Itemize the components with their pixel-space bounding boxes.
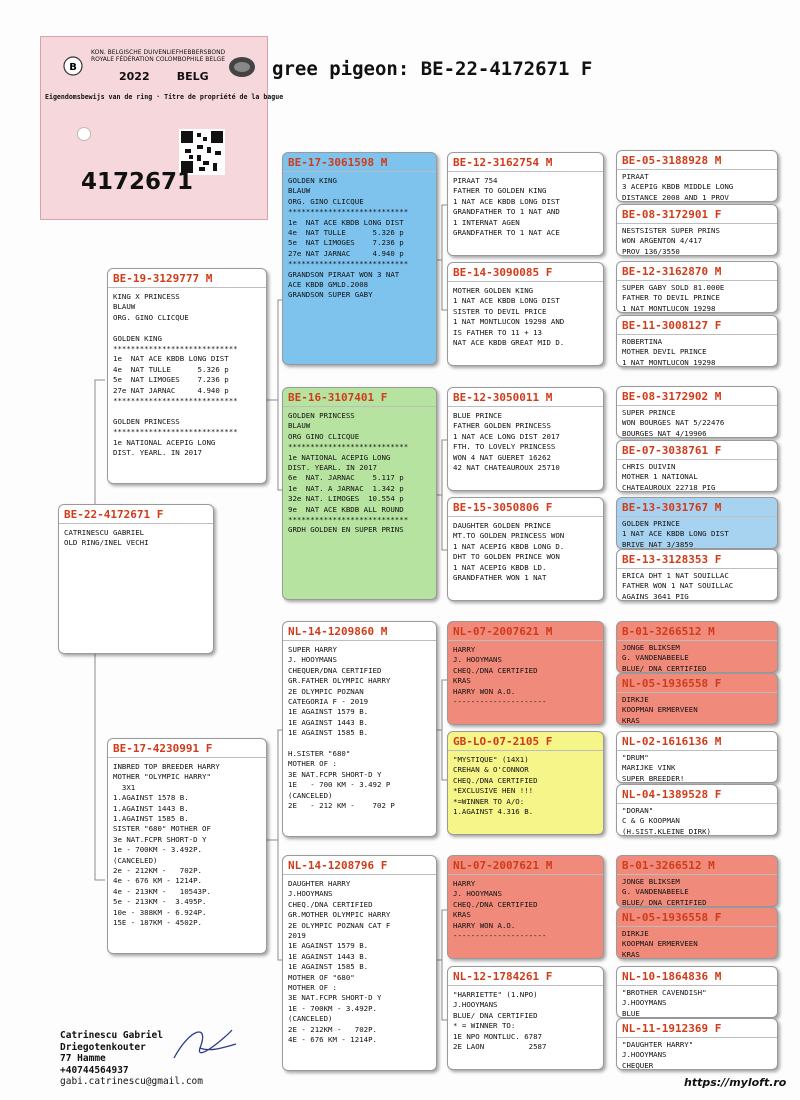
divider	[617, 459, 777, 460]
ownership-label: Eigendomsbewijs van de ring · Titre de propriété de la bague	[45, 93, 284, 101]
card-details: GOLDEN PRINCE 1 NAT ACE KBDB LONG DIST BRIVE NAT 3/3859	[622, 519, 729, 549]
pedigree-card-ggp[interactable]	[447, 262, 604, 366]
pedigree-card-gggp[interactable]	[616, 315, 778, 367]
divider	[617, 405, 777, 406]
card-details: NESTSISTER SUPER PRINS WON ARGENTON 4/417 PROV 136/3550	[622, 226, 720, 256]
card-details: "DORAN" C & G KOOPMAN (H.SIST.KLEINE DIRK)	[622, 806, 711, 836]
pedigree-card-gggp[interactable]	[616, 261, 778, 313]
pedigree-card-gggp[interactable]	[616, 907, 778, 959]
card-details: PIRAAT 754 FATHER TO GOLDEN KING 1 NAT ACE KBDB LONG DIST GRANDFATHER TO 1 NAT AND 1 INTERNAT AGEN GRANDFATHER TO 1 NAT ACE	[453, 176, 560, 238]
ring-certificate	[40, 36, 284, 220]
ring-id: BE-11-3008127 F	[622, 319, 722, 332]
page-title: gree pigeon: BE-22-4172671 F	[272, 58, 593, 80]
ring-id: BE-12-3162754 M	[453, 156, 553, 169]
ring-id: BE-15-3050806 F	[453, 501, 553, 514]
ring-id: NL-05-1936558 F	[622, 911, 722, 924]
divider	[448, 640, 603, 641]
ring-id: BE-07-3038761 F	[622, 444, 722, 457]
ring-id: BE-22-4172671 F	[64, 508, 164, 521]
ring-id: NL-05-1936558 F	[622, 677, 722, 690]
pedigree-card-gggp[interactable]	[616, 1018, 778, 1070]
divider	[448, 281, 603, 282]
card-details: DIRKJE KOOPMAN ERMERVEEN KRAS	[622, 929, 698, 959]
ring-id: NL-10-1864836 M	[622, 970, 722, 983]
pedigree-card-gggp[interactable]	[616, 784, 778, 836]
ring-number: 4172671	[81, 169, 194, 195]
divider	[283, 406, 436, 407]
card-details: DAUGHTER GOLDEN PRINCE MT.TO GOLDEN PRINCESS WON 1 NAT ACEPIG KBDB LONG D. DHT TO GOLDEN PRINCE WON 1 NAT ACEPIG KBDB LD. GRANDFATHER WON 1 NAT	[453, 521, 565, 583]
card-details: BLUE PRINCE FATHER GOLDEN PRINCESS 1 NAT ACE LONG DIST 2017 FTH. TO LOVELY PRINCESS WON 4 NAT GUERET 16262 42 NAT CHATEAUROUX 25710	[453, 411, 560, 473]
card-details: HARRY J. HOOYMANS CHEQ./DNA CERTIFIED KRAS HARRY WON A.O. ---------------------	[453, 645, 547, 707]
divider	[448, 874, 603, 875]
pedigree-card-ggp[interactable]	[447, 497, 604, 601]
divider	[617, 803, 777, 804]
divider	[617, 568, 777, 569]
pedigree-card-gggp[interactable]	[616, 386, 778, 438]
divider	[617, 926, 777, 927]
divider	[108, 757, 266, 758]
pedigree-card-sire-dam[interactable]	[282, 387, 437, 600]
divider	[617, 334, 777, 335]
ring-id: BE-17-3061598 M	[288, 156, 388, 169]
pedigree-card-ggp[interactable]	[447, 731, 604, 835]
ring-id: NL-02-1616136 M	[622, 735, 722, 748]
card-details: "MYSTIQUE" (14X1) CREHAN & O'CONNOR CHEQ./DNA CERTIFIED *EXCLUSIVE HEN !!! *=WINNER TO A/O: 1.AGAINST 4.316 B.	[453, 755, 538, 817]
ring-id: NL-12-1784261 F	[453, 970, 553, 983]
card-details: PIRAAT 3 ACEPIG KBDB MIDDLE LONG DISTANCE 2008 AND 1 PROV	[622, 172, 734, 202]
ring-id: BE-13-3128353 F	[622, 553, 722, 566]
card-details: DAUGHTER HARRY J.HOOYMANS CHEQ./DNA CERTIFIED GR.MOTHER OLYMPIC HARRY 2E OLYMPIC POZNAN CAT F 2019 1E AGAINST 1579 B. 1E AGAINST 1443 B. 1E AGAINST 1585 B. MOTHER OF "680" MOTHER OF : 3E NAT.FCPR SHORT-D Y 1E - 700KM - 3.492P. (CANCELED) 2E - 212KM - 702P. 4E - 676 KM - 1214P.	[288, 879, 391, 1045]
svg-text:B: B	[69, 62, 77, 73]
pedigree-card-gggp[interactable]	[616, 549, 778, 601]
card-details: SUPER GABY SOLD 81.000E FATHER TO DEVIL PRINCE 1 NAT MONTLUCON 19298	[622, 283, 725, 313]
pedigree-card-gggp[interactable]	[616, 673, 778, 725]
federation-name-fr: ROYALE FÉDÉRATION COLOMBOPHILE BELGE	[91, 56, 225, 63]
divider	[448, 406, 603, 407]
card-details: "BROTHER CAVENDISH" J.HOOYMANS BLUE	[622, 988, 707, 1018]
divider	[617, 985, 777, 986]
divider	[617, 1037, 777, 1038]
divider	[617, 750, 777, 751]
divider	[617, 169, 777, 170]
pedigree-card-gggp[interactable]	[616, 731, 778, 783]
divider	[283, 874, 436, 875]
card-details: CHRIS DUIVIN MOTHER 1 NATIONAL CHATEAUROUX 22718 PIG	[622, 462, 716, 492]
divider	[448, 516, 603, 517]
ring-id: BE-13-3031767 M	[622, 501, 722, 514]
card-details: KING X PRINCESS BLAUW ORG. GINO CLICQUE GOLDEN KING **************************** 1e NAT ACE KBDB LONG DIST 4e NAT TULLE 5.326 p 5e NAT LIMOGES 7.236 p 27e NAT JARNAC 4.940 p **************************** GOLDEN PRINCESS **************************** 1e NATIONAL ACEPIG LONG DIST. YEARL. IN 2017	[113, 292, 238, 458]
breeder-phone: +40744564937	[60, 1064, 129, 1076]
card-details: ROBERTINA MOTHER DEVIL PRINCE 1 NAT MONTLUCON 19298	[622, 337, 716, 367]
ring-id: NL-07-2007621 M	[453, 859, 553, 872]
card-details: "DRUM" MARIJKE VINK SUPER BREEDER!	[622, 753, 685, 783]
ring-id: BE-05-3188928 M	[622, 154, 722, 167]
pedigree-card-gggp[interactable]	[616, 440, 778, 492]
divider	[617, 640, 777, 641]
card-details: JONGE BLIKSEM G. VANDENABEELE BLUE/ DNA CERTIFIED	[622, 643, 707, 673]
divider	[283, 640, 436, 641]
ring-id: BE-17-4230991 F	[113, 742, 213, 755]
pedigree-card-ggp[interactable]	[447, 966, 604, 1070]
ring-id: NL-14-1208796 F	[288, 859, 388, 872]
pedigree-card-gggp[interactable]	[616, 150, 778, 202]
pedigree-card-ggp[interactable]	[447, 621, 604, 725]
divider	[448, 985, 603, 986]
card-details: GOLDEN KING BLAUW ORG. GINO CLICQUE *************************** 1e NAT ACE KBDB LONG DIST 4e NAT TULLE 5.326 p 5e NAT LIMOGES 7.236 p 27e NAT JARNAC 4.940 p *************************** GRANDSON PIRAAT WON 3 NAT ACE KBDB GMLD.2008 GRANDSON SUPER GABY	[288, 176, 409, 300]
divider	[617, 280, 777, 281]
ring-id: BE-08-3172901 F	[622, 208, 722, 221]
card-details: JONGE BLIKSEM G. VANDENABEELE BLUE/ DNA CERTIFIED	[622, 877, 707, 907]
ring-id: BE-08-3172902 M	[622, 390, 722, 403]
pedigree-card-gggp[interactable]	[616, 966, 778, 1018]
divider	[448, 750, 603, 751]
card-details: CATRINESCU GABRIEL OLD RING/INEL VECHI	[64, 528, 149, 548]
card-details: SUPER HARRY J. HOOYMANS CHEQUER/DNA CERTIFIED GR.FATHER OLYMPIC HARRY 2E OLYMPIC POZNAN CATEGORIA F - 2019 1E AGAINST 1579 B. 1E AGAINST 1443 B. 1E AGAINST 1585 B. H.SISTER "680" MOTHER OF : 3E NAT.FCPR SHORT-D Y 1E - 700 KM - 3.492 P (CANCELED) 2E - 212 KM - 702 P	[288, 645, 395, 811]
federation-name-nl: KON. BELGISCHE DUIVENLIEFHEBBERSBOND	[91, 49, 226, 56]
pedigree-card-ggp[interactable]	[447, 387, 604, 491]
ring-id: NL-11-1912369 F	[622, 1022, 722, 1035]
website-link[interactable]: https://myloft.ro	[684, 1076, 787, 1089]
ring-id: BE-16-3107401 F	[288, 391, 388, 404]
pedigree-card-gggp[interactable]	[616, 621, 778, 673]
ring-id: NL-07-2007621 M	[453, 625, 553, 638]
divider	[617, 692, 777, 693]
ring-year: 2022	[119, 70, 150, 83]
pedigree-card-gggp[interactable]	[616, 204, 778, 256]
pedigree-card-dam-sire[interactable]	[282, 621, 437, 837]
card-details: ERICA DHT 1 NAT SOUILLAC FATHER WON 1 NAT SOUILLAC AGAINS 3641 PIG	[622, 571, 734, 601]
divider	[617, 874, 777, 875]
card-details: DIRKJE KOOPMAN ERMERVEEN KRAS	[622, 695, 698, 725]
pedigree-card-sire-sire[interactable]	[282, 152, 437, 365]
ring-id: BE-12-3162870 M	[622, 265, 722, 278]
ring-id: NL-04-1389528 F	[622, 788, 722, 801]
ring-id: B-01-3266512 M	[622, 859, 715, 872]
divider	[448, 171, 603, 172]
card-details: INBRED TOP BREEDER HARRY MOTHER "OLYMPIC HARRY" 3X1 1.AGAINST 1578 B. 1.AGAINST 1443 B. 1.AGAINST 1585 B. SISTER "680" MOTHER OF 3e NAT.FCPR SHORT-D Y 1e - 700KM - 3.492P. (CANCELED) 2e - 212KM - 702P. 4e - 676 KM - 1214P. 4e - 213KM - 10543P. 5e - 213KM - 3.495P. 10e - 388KM - 6.924P. 15E - 187KM - 4502P.	[113, 762, 220, 928]
ring-id: NL-14-1209860 M	[288, 625, 388, 638]
ring-id: BE-12-3050011 M	[453, 391, 553, 404]
divider	[283, 171, 436, 172]
pedigree-card-sire[interactable]	[107, 268, 267, 484]
pedigree-card-dam-dam[interactable]	[282, 855, 437, 1071]
card-details: MOTHER GOLDEN KING 1 NAT ACE KBDB LONG DIST SISTER TO DEVIL PRICE 1 NAT MONTLUCON 19298 AND IS FATHER TO 11 + 13 NAT ACE KBDB GREAT MID D.	[453, 286, 565, 348]
breeder-street: Driegotenkouter	[60, 1041, 146, 1053]
pedigree-card-gggp[interactable]	[616, 855, 778, 907]
card-details: GOLDEN PRINCESS BLAUW ORG GINO CLICQUE *************************** 1e NATIONAL ACEPIG LONG DIST. YEARL. IN 2017 6e NAT. JARNAC 5.117 p 1e NAT. A JARNAC 1.342 p 32e NAT. LIMOGES 10.554 p 9e NAT ACE KBDB ALL ROUND *************************** GRDH GOLDEN EN SUPER PRINS	[288, 411, 409, 535]
ring-country: BELG	[176, 70, 209, 83]
pedigree-card-ggp[interactable]	[447, 855, 604, 959]
card-details: SUPER PRINCE WON BOURGES NAT 5/22476 BOURGES NAT 4/19906	[622, 408, 725, 438]
signature-icon	[170, 1018, 240, 1068]
card-details: "DAUGHTER HARRY" J.HOOYMANS CHEQUER	[622, 1040, 694, 1070]
pedigree-card-gggp[interactable]	[616, 497, 778, 549]
card-details: "HARRIETTE" (1.NPO) J.HOOYMANS BLUE/ DNA CERTIFIED * = WINNER TO: 1E NPO MONTLUC. 6787 2E LAON 2587	[453, 990, 547, 1052]
breeder-city: 77 Hamme	[60, 1053, 106, 1064]
breeder-name: Catrinescu Gabriel	[60, 1030, 163, 1041]
card-details: HARRY J. HOOYMANS CHEQ./DNA CERTIFIED KRAS HARRY WON A.O. ---------------------	[453, 879, 547, 941]
breeder-email[interactable]: gabi.catrinescu@gmail.com	[60, 1076, 203, 1087]
divider	[59, 523, 213, 524]
punch-hole	[77, 127, 91, 141]
ring-id: GB-LO-07-2105 F	[453, 735, 553, 748]
divider	[617, 516, 777, 517]
divider	[617, 223, 777, 224]
pedigree-card-ggp[interactable]	[447, 152, 604, 256]
pedigree-card-dam[interactable]	[107, 738, 267, 954]
ring-id: BE-14-3090085 F	[453, 266, 553, 279]
ring-id: BE-19-3129777 M	[113, 272, 213, 285]
pedigree-card-subject[interactable]	[58, 504, 214, 654]
divider	[108, 287, 266, 288]
ring-id: B-01-3266512 M	[622, 625, 715, 638]
